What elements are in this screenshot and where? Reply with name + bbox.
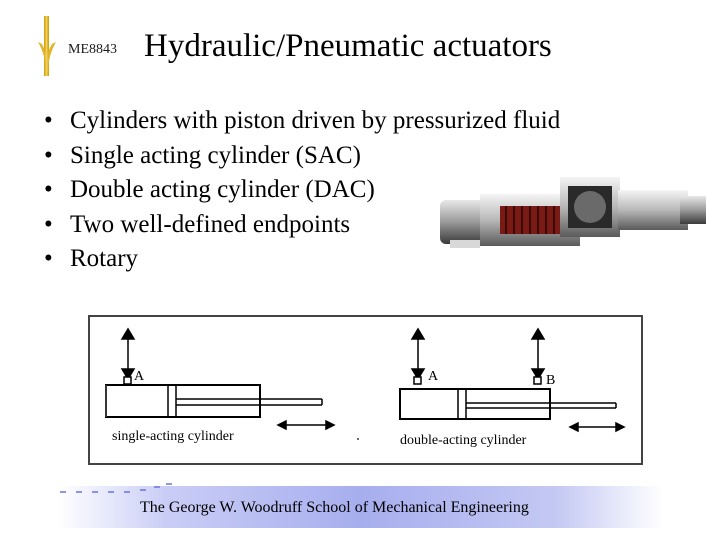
port-a-label: A: [428, 369, 439, 384]
bullet-marker: •: [44, 141, 53, 169]
bullet-marker: •: [44, 176, 53, 203]
port-b-label: B: [546, 373, 556, 388]
georgia-tech-logo-icon: [36, 12, 58, 82]
bullet-item: • Rotary: [44, 242, 560, 277]
bullet-marker: •: [44, 107, 53, 134]
course-code: ME8843: [68, 42, 117, 57]
bullet-item: • Single acting cylinder (SAC): [44, 139, 560, 174]
double-acting-caption: double-acting cylinder: [400, 433, 527, 448]
single-acting-caption: single-acting cylinder: [112, 429, 234, 444]
rotary-actuator-cutaway-image: [440, 172, 710, 252]
bullet-item: • Double acting cylinder (DAC): [44, 173, 560, 208]
footer-text: The George W. Woodruff School of Mechanical Engineering: [140, 499, 529, 516]
bullet-item: • Two well-defined endpoints: [44, 208, 560, 243]
footer-dashes-decoration: [58, 480, 188, 496]
bullet-marker: •: [44, 245, 53, 272]
bullet-item: • Cylinders with piston driven by pressurized fluid: [44, 104, 560, 139]
bullet-marker: •: [44, 210, 53, 238]
port-a-label: A: [134, 369, 145, 384]
cylinder-diagram: [88, 315, 643, 465]
slide-title: Hydraulic/Pneumatic actuators: [144, 28, 552, 64]
